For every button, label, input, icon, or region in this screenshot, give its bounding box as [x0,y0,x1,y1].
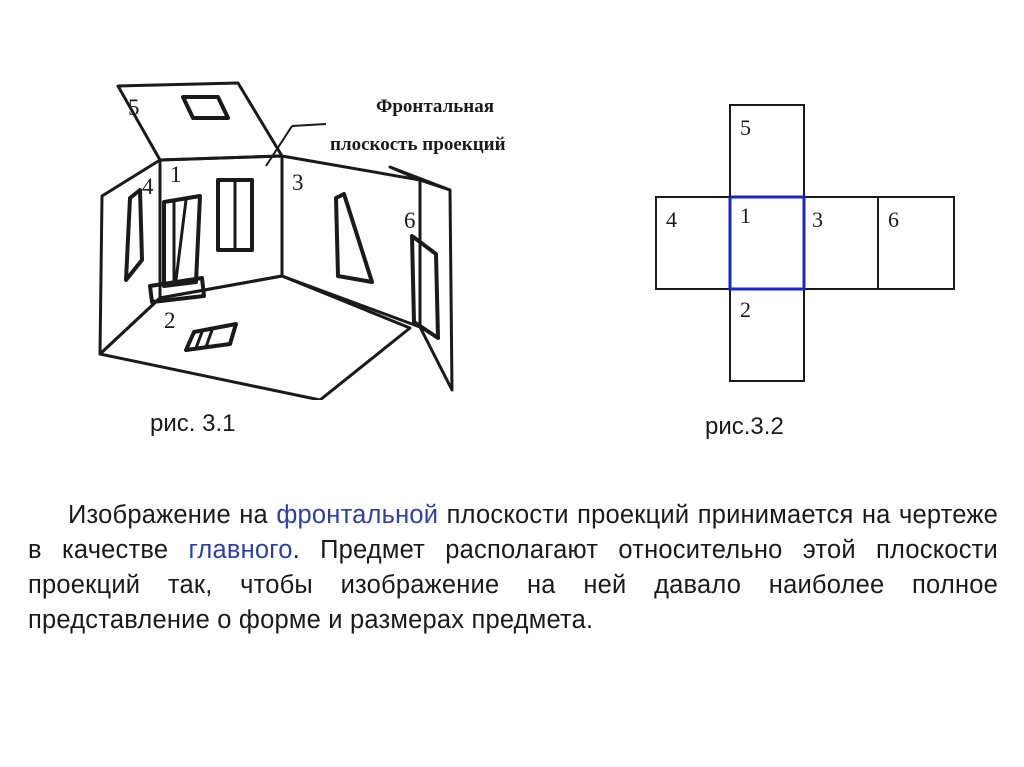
frontal-plane-label-line1: Фронтальная [376,96,494,117]
plane-6-rect [412,236,438,338]
fig1-label-2: 2 [164,308,176,333]
paragraph-text-1: Изображение на [68,500,277,529]
fig2-label-2: 2 [740,297,751,322]
fig1-label-1: 1 [170,162,182,187]
figure-3-1-caption: рис. 3.1 [150,410,236,437]
plane-2 [100,276,410,400]
paragraph-text-3: . Предмет располагают относительно этой плоскости проекций так, чтобы изображение на ней давало наиболее полное представление о форме и размерах предмета. [28,535,999,634]
highlight-main: главного [188,535,293,564]
label-leader-line [266,126,292,166]
fig2-label-1: 1 [740,203,751,228]
fig1-label-3: 3 [292,170,304,195]
description-paragraph [28,498,998,638]
plane-3-triangle [336,194,372,282]
fig2-label-3: 3 [812,207,823,232]
fig1-label-6: 6 [404,208,416,233]
fig1-label-4: 4 [142,174,154,199]
fig2-label-4: 4 [666,207,677,232]
frontal-plane-label-line2: плоскость проекций [330,134,506,155]
paragraph-text-2: плоскости проекций принимается на чертеже в качестве [28,500,998,564]
plane-5-window [183,97,228,118]
plane-5 [118,83,282,160]
development-net-figure [640,95,970,395]
fig2-label-6: 6 [888,207,899,232]
fig1-label-5: 5 [128,95,140,120]
figure-3-2-caption: рис.3.2 [705,413,784,440]
plane-4-shape [126,190,142,280]
fig2-label-5: 5 [740,115,751,140]
highlight-frontal: фронтальной [276,500,439,529]
projection-planes-figure [90,70,570,400]
